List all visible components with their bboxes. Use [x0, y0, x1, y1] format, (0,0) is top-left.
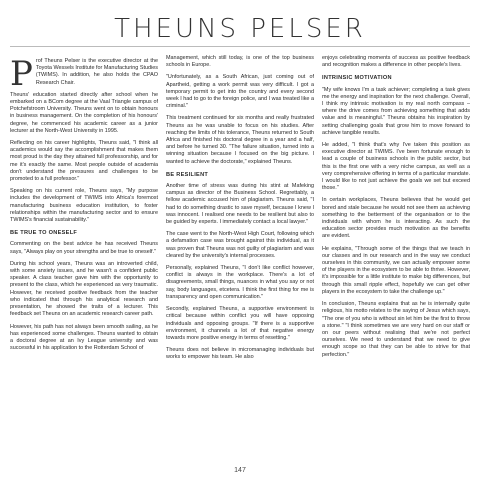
title-divider — [10, 46, 470, 47]
paragraph: Management, which still today, is one of the top business schools in Europe. — [166, 55, 314, 69]
article-body — [10, 55, 470, 465]
column-3 — [322, 55, 470, 465]
intro-paragraph — [10, 55, 158, 94]
paragraph: Reflecting on his career highlights, Theuns said, "I think all academics would say the accomplishment that makes them most proud is the day they attained full professorship, and for me it's exactly the same. Most people outside of academia don't understand the pressures and challenges to be promoted to a full professor." — [10, 140, 158, 183]
paragraph: Another time of stress was during his stint at Mafeking campus as director of the Business School. Regrettably, a fellow academic accused him of plagiarism. Theuns said, "I had to do something drastic to save myself, because I knew I was innocent. I realised one needs to be resilient but also to be guided by experts. I immediately contact a local lawyer." — [166, 183, 314, 226]
paragraph: In conclusion, Theuns explains that as he is internally quite religious, his motto relates to the saying of Jesus which says, "The one of you who is without sin let him be the first to throw a stone." "I think sometimes we are very hard on our staff or on our peers without realising that we're not perfect ourselves. We need to understand that we need to give enough scope so that they can be able to strive for that perfection." — [322, 301, 470, 358]
paragraph: In certain workplaces, Theuns believes that he would get bored and stale because he would not see them as achieving something to the betterment of the organisation or to the individuals with whom he is interacting. As such the education sector provides much motivation as the benefits are evident. — [322, 197, 470, 240]
intro-text: rof Theuns Pelser is the executive director at the Toyota Wessels Institute for Manufacturing Studies (TWIMS). In addition, he also holds the CPAO Research Chair. — [35, 58, 158, 86]
page-number: 147 — [234, 467, 246, 474]
section-heading: BE RESILIENT — [166, 171, 209, 178]
paragraph: "Unfortunately, as a South African, just coming out of Apartheid, getting a work permit was very difficult. I got a temporary permit to get into the country and every second week I had to go to the foreign police, and I was treated like a criminal." — [166, 74, 314, 110]
section-heading: BE TRUE TO ONESELF — [10, 230, 78, 237]
paragraph: Commenting on the best advice he has received Theuns says, "Always play on your strengths and be true to oneself." — [10, 241, 158, 255]
column-2 — [166, 55, 314, 465]
paragraph: Personally, explained Theuns, "I don't like conflict however, conflict is always in the workplace. There's a lot of disagreements, small things, nuances in what you say or not say, body languages, etcetera. I think the first thing for me is transparency and open communication." — [166, 265, 314, 300]
paragraph: During his school years, Theuns was an introverted child, with some anxiety issues, and he wasn't a confident public speaker. A class teacher gave him with the opportunity to present to the class, which he experienced as very traumatic. However, he received positive feedback from the teacher who indicated that through his analytical research and presentation, he showed the traits of a lecturer. This feedback set Theuns on an academic research career path. — [10, 260, 158, 318]
paragraph: The case went to the North-West High Court, following which a defamation case was brought against this individual, as it was proven that Theuns was not guilty of plagiarism and was cleared by the university's internal processes. — [166, 231, 314, 259]
paragraph: This treatment continued for six months and really frustrated Theuns as he was unable to focus on his studies. After reaching the limits of his tolerance, Theuns returned to South Africa and finished his doctoral degree in a year and a half, and before he turned 30. "The failure situation, turned into a winning situation because I focused on the big picture. I wanted to achieve the doctorate," explained Theuns. — [166, 115, 314, 165]
paragraph: He explains, "Through some of the things that we teach in our classes and in our research and in the way we conduct ourselves in this community, we can actually empower some of the players in the ecosystem to be able to thrive. However, it's impossible for a little institute to make big differences, but through this small ripple effect, hopefully we can get other players in the ecosystem to take the challenge up." — [322, 245, 470, 295]
paragraph: He added, "I think that's why I've taken this position as executive director at TWIMS. I've been fortunate enough to lead a couple of business schools in the public sector, but this is the first one with a very niche campus, as well as a very comprehensive offering in terms of a particular mandate. I would like to not just achieve the goals we set but exceed those." — [322, 142, 470, 192]
page-title: THEUNS PELSER — [114, 14, 366, 44]
paragraph: enjoys celebrating moments of success as positive feedback and recognition makes a difference in other people's lives. — [322, 55, 470, 69]
drop-cap: P — [10, 55, 33, 94]
column-1 — [10, 55, 158, 465]
paragraph: Secondly, explained Theuns, a supportive environment is critical because within conflict you will have opposing individuals and opposing groups. "If there is a supportive environment, it channels a lot of that negative energy towards more positive energy in terms of resetting." — [166, 306, 314, 341]
paragraph: Theuns does not believe in micromanaging individuals but works to empower his team. He also — [166, 347, 314, 361]
paragraph: However, his path has not always been smooth sailing, as he has experienced some challenges. Theuns wanted to obtain a doctoral degree at an Ivy League university and was successful in his application to the Rotterdam School of — [10, 323, 158, 352]
section-heading: INTRINSIC MOTIVATION — [322, 75, 392, 82]
paragraph: "My wife knows I'm a task achiever; completing a task gives me the energy and inspiration for the next challenge. Overall, I think my intrinsic motivation is my real north compass – where the drive comes from achieving something that adds value and is meaningful." Theuns obtains his inspiration by setting challenging goals that grow him to move forward to achieve tangible results. — [322, 86, 470, 136]
paragraph: Theuns' education started directly after school when he embarked on a BCom degree at the Vaal Triangle campus of Potchefstroom University. Theuns went on to obtain honours in business management. On the completion of his honours' degree, he commenced his academic career as a junior lecturer at the North-West University in 1995. — [10, 91, 158, 134]
paragraph: Speaking on his current role, Theuns says, "My purpose includes the development of TWIMS into Africa's foremost manufacturing business education institution, to foster relationships within the manufacturing sector and to ensure TWIMS's financial sustainability." — [10, 188, 158, 224]
